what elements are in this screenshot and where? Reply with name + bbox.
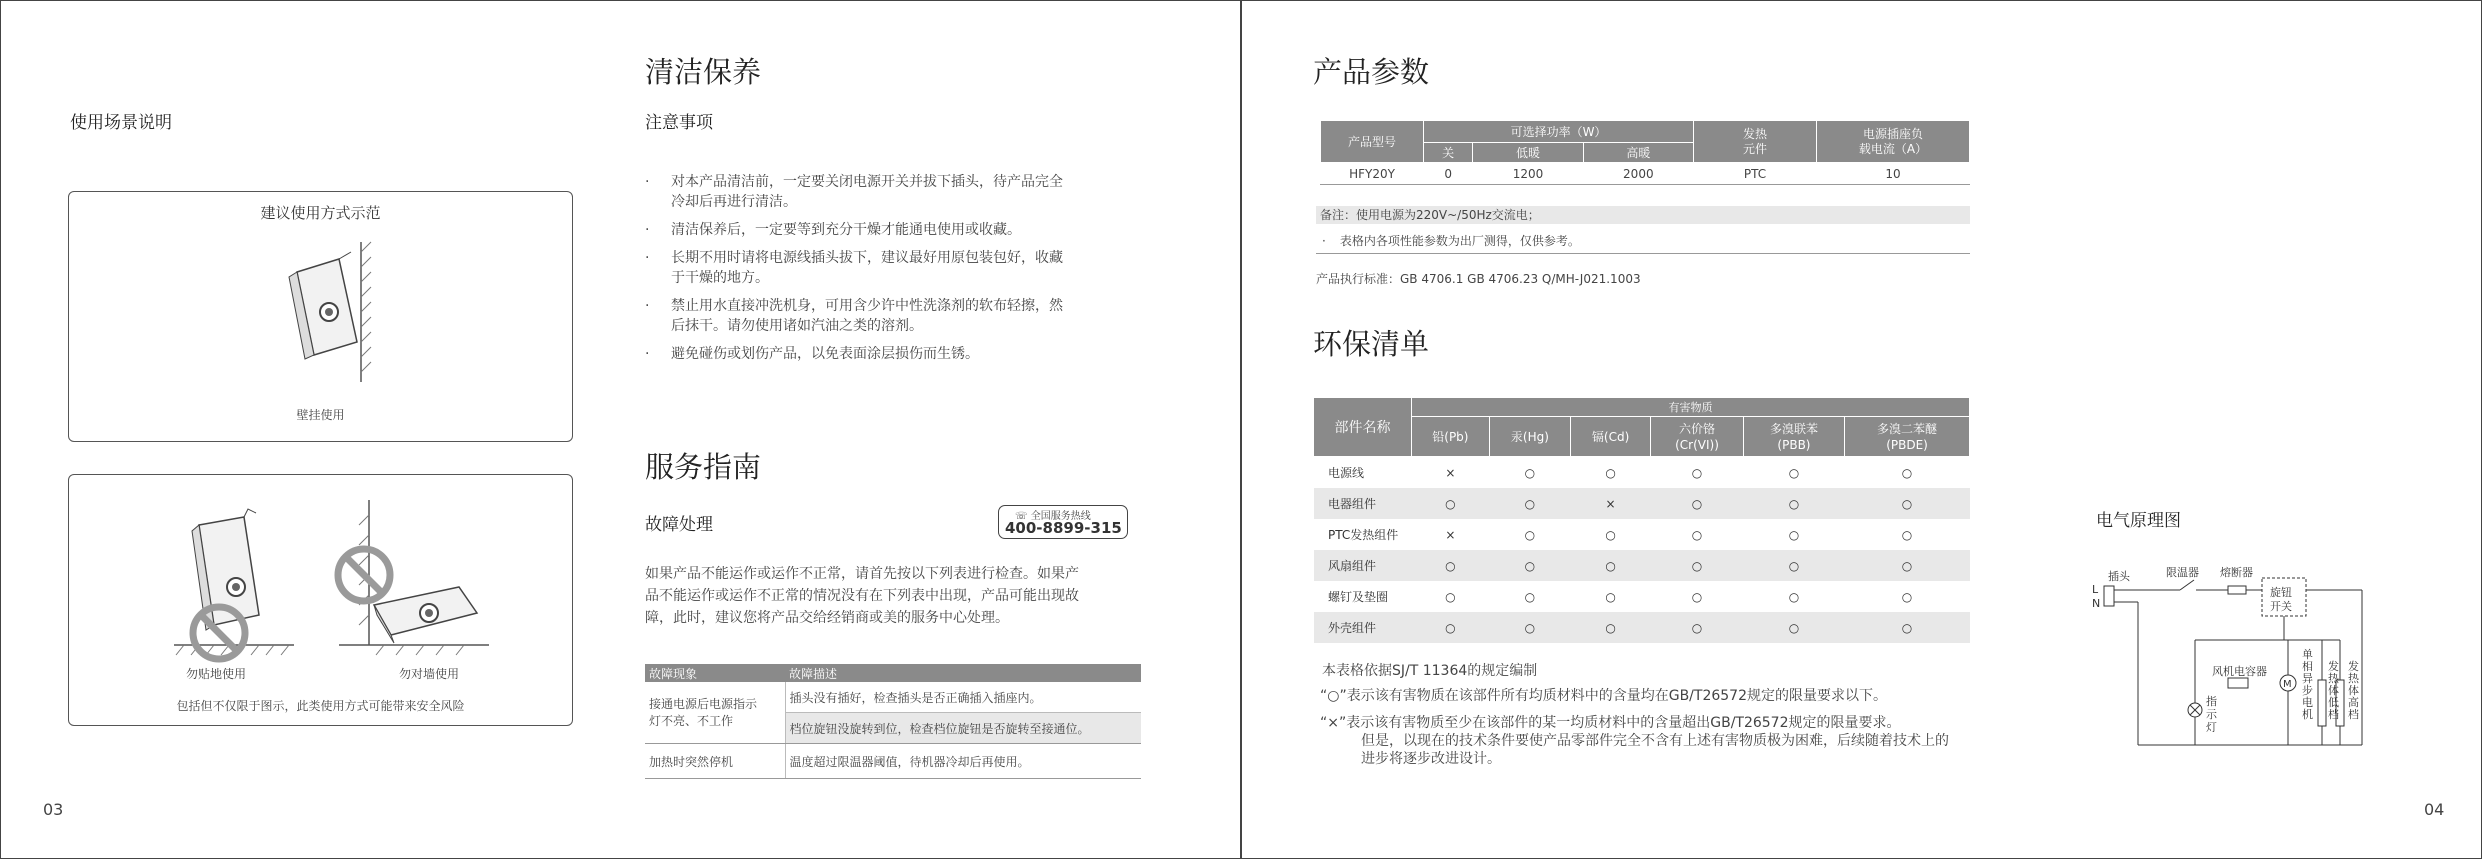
circuit-title: 电气原理图 bbox=[2096, 511, 2181, 531]
env-part-name: 电器组件 bbox=[1314, 488, 1412, 519]
env-mark: ○ bbox=[1901, 465, 1913, 480]
low-label-3: 体 bbox=[2328, 684, 2339, 697]
env-mark: ○ bbox=[1845, 488, 1970, 519]
table-row bbox=[1314, 457, 1970, 489]
motor-m-label: M bbox=[2283, 679, 2292, 690]
params-header-model: 产品型号 bbox=[1321, 121, 1424, 163]
env-mark: ○ bbox=[1845, 550, 1970, 581]
fault-header-description: 故障描述 bbox=[785, 664, 1141, 682]
floor-usage-caption: 勿贴地使用 bbox=[186, 667, 247, 681]
env-title: 环保清单 bbox=[1313, 327, 1430, 361]
env-table bbox=[1314, 398, 1970, 643]
env-mark: ○ bbox=[1691, 465, 1703, 480]
param-heating: PTC bbox=[1694, 163, 1817, 185]
env-part-name: 风扇组件 bbox=[1314, 550, 1412, 581]
env-mark: × bbox=[1445, 465, 1456, 480]
fault-cause: 档位旋钮没旋转到位，检查档位旋钮是否旋转至接通位。 bbox=[785, 713, 1141, 744]
incorrect-usage-box bbox=[68, 474, 573, 726]
capacitor-label: 风机电容器 bbox=[2212, 665, 2267, 678]
floor-usage-illustration bbox=[144, 495, 314, 670]
params-header-power: 可选择功率（W） bbox=[1424, 121, 1694, 143]
env-mark: ○ bbox=[1845, 612, 1970, 643]
env-col-pbb: 多溴联苯 (PBB) bbox=[1743, 417, 1844, 457]
plug-label: 插头 bbox=[2108, 570, 2130, 583]
env-note-circle: “○”表示该有害物质在该部件所有均质材料中的含量均在GB/T26572规定的限量要求以下。 bbox=[1320, 688, 1887, 704]
env-mark: ○ bbox=[1788, 527, 1800, 542]
env-mark: ○ bbox=[1524, 465, 1536, 480]
params-header-high: 高暖 bbox=[1583, 143, 1693, 163]
indicator-label-3: 灯 bbox=[2206, 721, 2217, 734]
env-mark: ○ bbox=[1571, 550, 1651, 581]
motor-label-4: 步 bbox=[2302, 684, 2313, 697]
env-header-hazard: 有害物质 bbox=[1412, 398, 1970, 417]
motor-label-6: 机 bbox=[2302, 708, 2313, 721]
line-n-label: N bbox=[2092, 597, 2101, 610]
env-mark: ○ bbox=[1412, 612, 1490, 643]
table-row bbox=[1314, 612, 1970, 643]
thermostat-switch-icon bbox=[2180, 580, 2194, 590]
phone-icon: ☏ bbox=[1015, 511, 1028, 522]
param-off: 0 bbox=[1424, 163, 1473, 185]
service-title: 服务指南 bbox=[645, 450, 762, 484]
params-note-power: 备注：使用电源为220V~/50Hz交流电； bbox=[1316, 206, 1970, 224]
env-mark: ○ bbox=[1901, 589, 1913, 604]
cleaning-title: 清洁保养 bbox=[645, 55, 762, 89]
page-number-left: 03 bbox=[43, 800, 64, 819]
high-label-5: 档 bbox=[2348, 708, 2359, 721]
thermostat-label: 限温器 bbox=[2166, 566, 2199, 579]
env-mark: ○ bbox=[1524, 527, 1536, 542]
cleaning-item: · 长期不用时请将电源线插头拔下，建议最好用原包装包好，收藏 于干燥的地方。 bbox=[645, 248, 1165, 288]
safety-note: 包括但不仅限于图示，此类使用方式可能带来安全风险 bbox=[176, 699, 465, 713]
fuse-icon bbox=[2228, 586, 2246, 594]
fault-cause: 插头没有插好，检查插头是否正确插入插座内。 bbox=[785, 682, 1141, 713]
low-label-1: 发 bbox=[2328, 660, 2339, 673]
table-row bbox=[1314, 550, 1970, 581]
page-divider bbox=[1240, 0, 1242, 859]
knob-label-1: 旋钮 bbox=[2270, 586, 2292, 599]
env-mark: ○ bbox=[1489, 612, 1570, 643]
table-row bbox=[1314, 581, 1970, 612]
troubleshoot-paragraph: 如果产品不能运作或运作不正常，请首先按以下列表进行检查。如果产 品不能运作或运作不正常的情况没有在下列表中出现，产品可能出现故 障，此时，建议您将产品交给经销商或美的服务中心处理。 bbox=[645, 566, 1079, 626]
indicator-label-2: 示 bbox=[2206, 708, 2217, 721]
heater-low-icon bbox=[2318, 680, 2326, 726]
param-model: HFY20Y bbox=[1321, 163, 1424, 185]
table-row bbox=[1314, 488, 1970, 519]
page-number-right: 04 bbox=[2424, 800, 2445, 819]
params-header-off: 关 bbox=[1424, 143, 1473, 163]
env-mark: ○ bbox=[1412, 550, 1490, 581]
circuit-diagram bbox=[2090, 560, 2380, 760]
cleaning-list bbox=[645, 172, 1165, 372]
env-mark: ○ bbox=[1605, 589, 1616, 604]
high-label-1: 发 bbox=[2348, 660, 2359, 673]
env-mark: ○ bbox=[1788, 589, 1800, 604]
env-mark: ○ bbox=[1412, 488, 1490, 519]
table-row bbox=[645, 744, 1141, 779]
env-mark: ○ bbox=[1524, 589, 1536, 604]
env-mark: ○ bbox=[1651, 488, 1744, 519]
indicator-label-1: 指 bbox=[2206, 695, 2217, 708]
env-mark: ○ bbox=[1691, 589, 1703, 604]
hotline-badge bbox=[998, 505, 1128, 539]
motor-label-3: 异 bbox=[2302, 672, 2313, 685]
env-part-name: 螺钉及垫圈 bbox=[1328, 590, 1389, 604]
env-mark: ○ bbox=[1489, 488, 1570, 519]
cleaning-item: · 清洁保养后，一定要等到充分干燥才能通电使用或收藏。 bbox=[645, 220, 1165, 240]
fault-symptom: 接通电源后电源指示 灯不亮、不工作 bbox=[645, 682, 785, 744]
high-label-2: 热 bbox=[2348, 672, 2359, 685]
env-col-cd: 镉(Cd) bbox=[1571, 417, 1651, 457]
env-col-cr: 六价铬 (Cr(VI)) bbox=[1651, 417, 1744, 457]
env-mark: ○ bbox=[1489, 550, 1570, 581]
env-mark: ○ bbox=[1445, 589, 1456, 604]
fault-cause: 温度超过限温器阈值，待机器冷却后再使用。 bbox=[785, 744, 1141, 779]
param-load: 10 bbox=[1817, 163, 1970, 185]
scenario-title: 使用场景说明 bbox=[70, 113, 172, 133]
hotline-label: 全国服务热线 bbox=[1030, 511, 1091, 522]
env-mark: ○ bbox=[1743, 612, 1844, 643]
env-mark: ○ bbox=[1651, 612, 1744, 643]
table-row bbox=[645, 682, 1141, 713]
low-label-5: 档 bbox=[2328, 708, 2339, 721]
params-note-reference: · 表格内各项性能参数为出厂测得，仅供参考。 bbox=[1316, 232, 1970, 254]
high-label-4: 高 bbox=[2348, 696, 2359, 709]
low-label-4: 低 bbox=[2328, 696, 2339, 709]
params-title: 产品参数 bbox=[1313, 55, 1430, 89]
env-col-pb: 铅(Pb) bbox=[1412, 417, 1490, 457]
env-col-hg: 汞(Hg) bbox=[1489, 417, 1570, 457]
env-part-name: 电源线 bbox=[1328, 466, 1365, 480]
wall-mount-caption: 壁挂使用 bbox=[296, 408, 345, 422]
knob-label-2: 开关 bbox=[2270, 600, 2292, 613]
env-mark: ○ bbox=[1743, 488, 1844, 519]
env-header-part: 部件名称 bbox=[1314, 398, 1412, 457]
recommended-usage-box bbox=[68, 191, 573, 442]
env-mark: ○ bbox=[1788, 465, 1800, 480]
motor-label-2: 相 bbox=[2302, 660, 2313, 673]
env-mark: ○ bbox=[1571, 612, 1651, 643]
cleaning-item: · 对本产品清洁前，一定要关闭电源开关并拔下插头，待产品完全 冷却后再进行清洁。 bbox=[645, 172, 1165, 212]
env-mark: ○ bbox=[1743, 550, 1844, 581]
recommended-usage-title: 建议使用方式示范 bbox=[260, 204, 381, 222]
table-row bbox=[1321, 163, 1970, 185]
env-mark: × bbox=[1571, 488, 1651, 519]
fault-table bbox=[645, 664, 1141, 779]
motor-label-1: 单 bbox=[2302, 648, 2313, 661]
high-label-3: 体 bbox=[2348, 684, 2359, 697]
param-high: 2000 bbox=[1583, 163, 1693, 185]
wall-mount-illustration bbox=[269, 237, 389, 387]
hotline-number: 400-8899-315 bbox=[1005, 519, 1122, 537]
env-note-cross: “×”表示该有害物质至少在该部件的某一均质材料中的含量超出GB/T26572规定的限量要求。 但是，以现在的技术条件要使产品零部件完全不含有上述有害物质极为困难，后续随着技术上的 进步将逐步改进设计。 bbox=[1320, 715, 1949, 767]
env-part-name: 外壳组件 bbox=[1314, 612, 1412, 643]
env-mark: ○ bbox=[1901, 527, 1913, 542]
env-mark: × bbox=[1445, 527, 1456, 542]
plug-icon bbox=[2104, 586, 2114, 606]
env-mark: ○ bbox=[1691, 527, 1703, 542]
fault-symptom: 加热时突然停机 bbox=[645, 744, 785, 779]
params-header-low: 低暖 bbox=[1473, 143, 1583, 163]
param-low: 1200 bbox=[1473, 163, 1583, 185]
capacitor-icon bbox=[2228, 678, 2248, 688]
fault-header-symptom: 故障现象 bbox=[645, 664, 785, 682]
params-header-load: 电源插座负 载电流（A） bbox=[1817, 121, 1970, 163]
fuse-label: 熔断器 bbox=[2220, 566, 2253, 579]
table-row bbox=[1314, 519, 1970, 550]
env-col-pbde: 多溴二苯醚 (PBDE) bbox=[1845, 417, 1970, 457]
line-l-label: L bbox=[2092, 583, 2099, 596]
params-table bbox=[1320, 120, 1970, 185]
cleaning-item: · 禁止用水直接冲洗机身，可用含少许中性洗涤剂的软布轻擦，然 后抹干。请勿使用诸如汽油之类的溶剂。 bbox=[645, 296, 1165, 336]
env-part-name: PTC发热组件 bbox=[1328, 528, 1399, 542]
motor-label-5: 电 bbox=[2302, 696, 2313, 709]
env-mark: ○ bbox=[1605, 527, 1616, 542]
cleaning-subtitle: 注意事项 bbox=[645, 113, 713, 133]
env-mark: ○ bbox=[1651, 550, 1744, 581]
env-mark: ○ bbox=[1605, 465, 1616, 480]
wall-facing-illustration bbox=[319, 495, 499, 670]
wall-facing-caption: 勿对墙使用 bbox=[399, 667, 460, 681]
params-header-heating: 发热 元件 bbox=[1694, 121, 1817, 163]
low-label-2: 热 bbox=[2328, 672, 2339, 685]
service-subtitle: 故障处理 bbox=[645, 515, 713, 535]
env-note-source: 本表格依据SJ/T 11364的规定编制 bbox=[1322, 663, 1538, 679]
params-standards: 产品执行标准：GB 4706.1 GB 4706.23 Q/MH-J021.1003 bbox=[1316, 272, 1641, 286]
cleaning-item: · 避免碰伤或划伤产品，以免表面涂层损伤而生锈。 bbox=[645, 344, 1165, 364]
